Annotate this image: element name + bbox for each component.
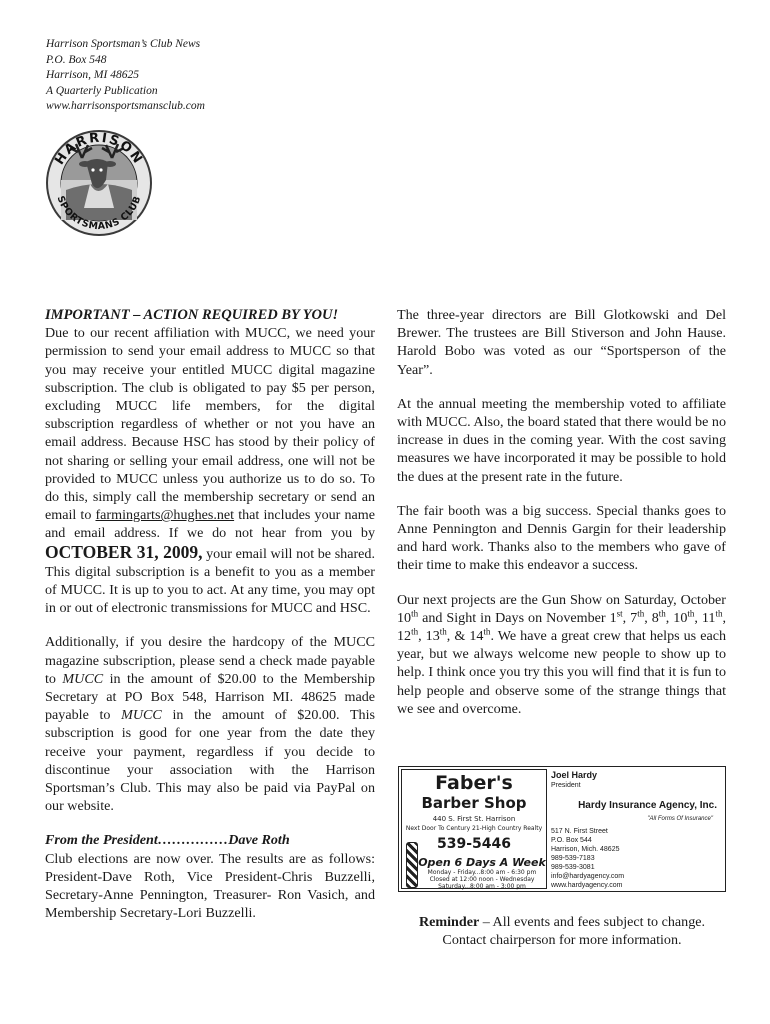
hardy-person: Joel Hardy [551, 770, 598, 780]
date-sep: , 7 [622, 609, 638, 626]
logo-top-text: HARRISON [52, 130, 146, 168]
hardy-company: Hardy Insurance Agency, Inc. [578, 800, 717, 811]
reminder-text: – All events and fees subject to change. Contact chairperson for more information. [442, 914, 706, 949]
ordinal: th [658, 608, 666, 619]
barber-name-1: Faber's [435, 772, 513, 794]
hardcopy-text-c: in the amount of $20.00. This subscription is good for one year from the date they receive your payment, regardless if you decide to discontinue your association with the Harrison Sportsman’s Club. This may also be paid via PayPal on our website. [45, 707, 375, 815]
important-heading-you: YOU! [302, 307, 339, 323]
date-sep: , 10 [665, 609, 688, 626]
ordinal: th [715, 608, 723, 619]
masthead-po-box: P.O. Box 548 [46, 53, 107, 66]
masthead-website: www.harrisonsportsmansclub.com [46, 100, 205, 112]
directors-paragraph: The three-year directors are Bill Glotkowski and Del Brewer. The trustees are Bill Stiverson and John Hause. Harold Bobo was voted as our “Sportsperson of the Year”. [397, 307, 726, 378]
important-section [45, 306, 375, 617]
hardy-email: info@hardyagency.com [551, 873, 625, 880]
date-sep: , 12 [397, 609, 726, 645]
masthead-city: Harrison, MI 48625 [46, 69, 139, 81]
president-section [45, 831, 375, 922]
right-column [397, 306, 726, 734]
date-sep: , 11 [694, 609, 716, 626]
barber-hours-2: Closed at 12:00 noon - Wednesday [429, 876, 535, 883]
email-link[interactable]: farmingarts@hughes.net [95, 507, 235, 524]
mucc-payee: MUCC [62, 670, 104, 687]
left-column [45, 306, 375, 939]
important-body-c: your email will not be shared. This digital subscription is a benefit to you as a member of MUCC. It is up to you to act. At any time, you may opt in or out of electronic transmissions for MUCC and HSC. [45, 545, 376, 617]
ordinal: th [637, 608, 645, 619]
barber-hours-3: Saturday...8:00 am - 3:00 pm [438, 883, 526, 890]
mucc-payee-2: MUCC [121, 707, 162, 724]
barber-hours-1: Monday - Friday...8:00 am - 6:30 pm [427, 869, 537, 876]
projects-text-c: . We have a great crew that helps us each year, but we always welcome new people to show up to help. I think once you try this you will find that it is fun to help people and observe some of the strange things that we see and overcome. [397, 628, 727, 717]
date-sep: , 8 [644, 609, 659, 626]
date-sep: , & 14 [446, 628, 484, 645]
important-heading: IMPORTANT – ACTION REQUIRED BY [45, 307, 303, 323]
ordinal: th [411, 626, 419, 637]
hardy-phone-1: 989-539-7183 [551, 855, 595, 862]
hardy-address-3: Harrison, Mich. 48625 [551, 846, 620, 853]
ordinal: st [616, 608, 623, 619]
hardy-address-1: 517 N. First Street [551, 828, 608, 835]
important-body-b: that includes your name and email address. If we do not hear from you by [45, 507, 375, 542]
hardcopy-text-a: Additionally, if you desire the hardcopy of the MUCC magazine subscription, please send a check made payable to [45, 634, 375, 687]
ordinal: th [439, 626, 447, 637]
reminder-label: Reminder [418, 914, 480, 930]
fair-booth-paragraph: The fair booth was a big success. Special thanks goes to Anne Pennington and Dennis Gargin for their leadership and hard work. Thanks also to the members who gave of their time to make this endeavor a success. [397, 502, 726, 574]
ordinal: th [687, 608, 695, 619]
annual-meeting-paragraph: At the annual meeting the membership voted to affiliate with MUCC. Also, the board stated that there would be no increase in dues in the coming year. With the cost saving measures we have incorporated it may be possible to hold the dues at the present rate in the future. [397, 395, 726, 485]
president-heading: From the President……………Dave Roth [45, 832, 290, 849]
hardy-tagline: "All Forms Of Insurance" [647, 816, 713, 822]
barber-name-2: Barber Shop [421, 794, 527, 812]
projects-text-a: Our next projects are the Gun Show on Saturday, October 10 [397, 591, 726, 626]
barber-next-door: Next Door To Century 21-High Country Realty [405, 825, 543, 832]
advertisements [398, 766, 726, 892]
barber-pole-icon [406, 842, 418, 888]
ordinal: th [411, 608, 419, 619]
logo-bottom-text: SPORTSMANS CLUB [54, 194, 144, 233]
reminder-note [398, 913, 726, 949]
date-sep: , 13 [418, 628, 440, 645]
hardy-website: www.hardyagency.com [551, 882, 623, 889]
hardy-phone-2: 989-539-3081 [551, 864, 595, 871]
ordinal: th [483, 626, 491, 637]
important-body-a: Due to our recent affiliation with MUCC, we need your permission to send your email address to MUCC so that you may receive your entitled MUCC digital magazine subscription. The club is obligated to pay $5 per person, excluding MUCC life members, for the digital subscription regardless of whether or not you have an email address. Because HSC has stood by their policy of not sharing or selling your email address, one will not be provided to MUCC unless you authorize us to do so. To do this, simply call the membership secretary or send an email to [45, 325, 375, 524]
hardy-address-2: P.O. Box 544 [551, 837, 592, 844]
hardy-title: President [551, 782, 581, 789]
deadline-date: OCTOBER 31, 2009, [45, 541, 203, 562]
masthead-title: Harrison Sportsman’s Club News [46, 38, 201, 50]
hardy-insurance-ad [549, 769, 723, 889]
hardcopy-text-b: in the amount of $20.00 to the Membership Secretary at PO Box 548, Harrison MI. 48625 made payable to [45, 670, 375, 724]
projects-text-b: and Sight in Days on November 1 [418, 609, 617, 626]
barber-address: 440 S. First St. Harrison [432, 815, 516, 823]
barber-shop-ad [401, 769, 547, 889]
projects-paragraph [397, 591, 726, 718]
club-logo [44, 128, 154, 238]
barber-open: Open 6 Days A Week [418, 856, 546, 869]
president-body: Club elections are now over. The results are as follows: President-Dave Roth, Vice President-Chris Buzzelli, Secretary-Anne Pennington, Treasurer- Ron Vasich, and Membership Secretary-Lori Buzzelli. [45, 850, 375, 922]
masthead-frequency: A Quarterly Publication [46, 84, 158, 97]
hardcopy-paragraph [45, 633, 375, 815]
barber-phone: 539-5446 [437, 836, 511, 852]
masthead [46, 37, 205, 115]
